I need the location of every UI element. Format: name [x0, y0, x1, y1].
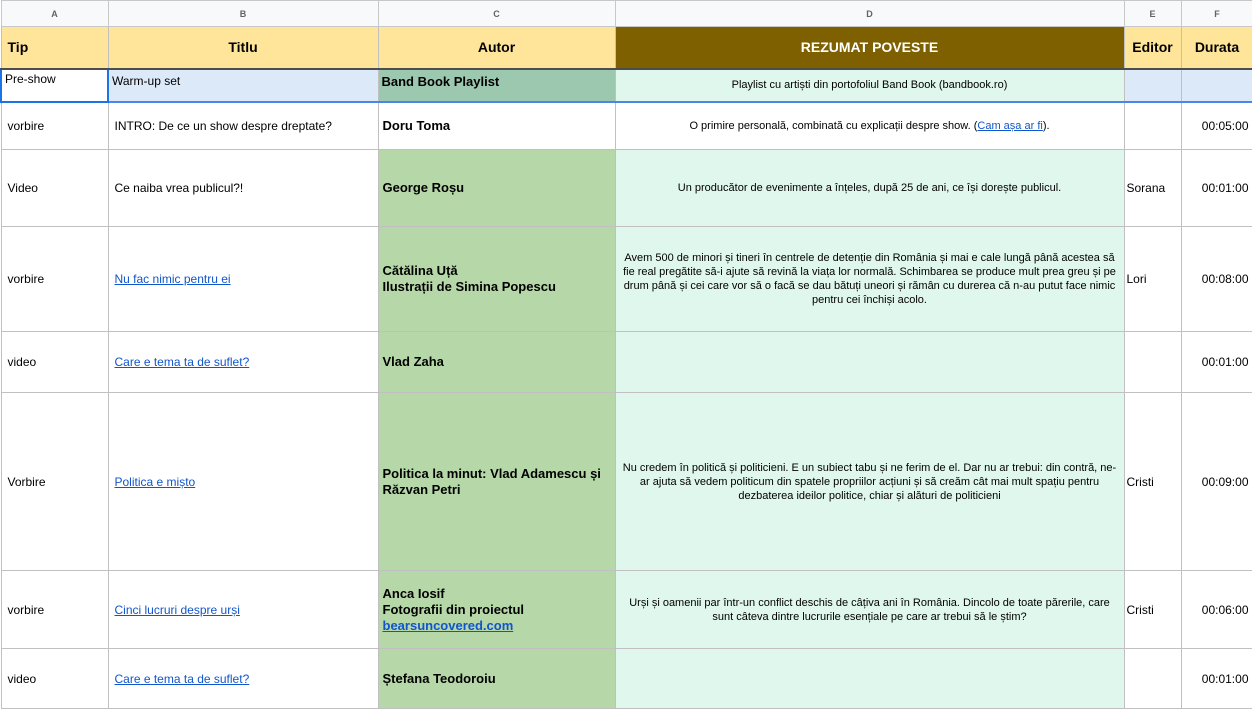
preshow-editor-cell[interactable] [1124, 69, 1181, 102]
preshow-autor-cell[interactable]: Band Book Playlist [378, 69, 615, 102]
durata-cell[interactable]: 00:08:00 [1181, 227, 1252, 332]
titlu-link[interactable]: Politica e mișto [114, 474, 196, 489]
rezumat-cell[interactable]: Urși și oamenii par într-un conflict deschis de câțiva ani în România. Dincolo de toate părerile, care sunt câteva dintre lucrurile esențiale pe care ar trebui să le știm? [615, 571, 1124, 649]
column-header-row [1, 1, 1252, 27]
durata-cell[interactable]: 00:01:00 [1181, 332, 1252, 393]
table-row [1, 332, 1252, 393]
editor-cell[interactable]: Cristi [1124, 571, 1181, 649]
durata-cell[interactable]: 00:05:00 [1181, 102, 1252, 150]
autor-name: Ștefana Teodoroiu [382, 670, 496, 686]
preshow-durata-cell[interactable] [1181, 69, 1252, 102]
autor-credit: Fotografii din proiectul [382, 601, 525, 617]
rezumat-text-end: ). [1042, 119, 1050, 132]
durata-cell[interactable]: 00:01:00 [1181, 150, 1252, 227]
durata-cell[interactable]: 00:09:00 [1181, 393, 1252, 571]
table-row [1, 571, 1252, 649]
rezumat-link[interactable]: Cam așa ar fi [977, 119, 1043, 132]
column-header-c[interactable]: C [378, 1, 615, 27]
autor-name: Politica la minut: Vlad Adamescu și [382, 465, 601, 481]
table-row [1, 102, 1252, 150]
autor-cell[interactable] [378, 393, 615, 571]
titlu-link[interactable]: Nu fac nimic pentru ei [114, 272, 231, 286]
durata-cell[interactable]: 00:01:00 [1181, 649, 1252, 709]
titlu-cell[interactable] [108, 393, 378, 571]
titlu-cell[interactable] [108, 649, 378, 709]
preshow-rezumat-cell[interactable]: Playlist cu artiști din portofoliul Band Book (bandbook.ro) [615, 69, 1124, 102]
titlu-cell[interactable] [108, 227, 378, 332]
column-header-b[interactable]: B [108, 1, 378, 27]
titlu-cell[interactable]: Ce naiba vrea publicul?! [108, 150, 378, 227]
tip-cell[interactable]: Vorbire [1, 393, 108, 571]
editor-cell[interactable]: Lori [1124, 227, 1181, 332]
titlu-cell[interactable] [108, 571, 378, 649]
tip-cell[interactable]: vorbire [1, 102, 108, 150]
titlu-cell[interactable] [108, 332, 378, 393]
autor-cell[interactable] [378, 102, 615, 150]
autor-name: Anca Iosif [382, 585, 445, 601]
tip-cell[interactable]: Video [1, 150, 108, 227]
table-row [1, 150, 1252, 227]
rezumat-cell[interactable] [615, 102, 1124, 150]
titlu-link[interactable]: Care e tema ta de suflet? [114, 671, 250, 686]
tip-cell[interactable]: video [1, 332, 108, 393]
rezumat-cell[interactable]: Avem 500 de minori și tineri în centrele de detenție din România și mai e cale lungă până acestea să fie real pregătite să-i ajute să revină la viața lor normală. Schimbarea se produce mult prea greu și pe drum până și cei care vor să o facă se dau bătuți uneori și rămân cu durerea că n-au putut face nimic pentru cei închiși acolo. [615, 227, 1124, 332]
column-header-e[interactable]: E [1124, 1, 1181, 27]
table-row [1, 393, 1252, 571]
autor-cell[interactable] [378, 150, 615, 227]
table-header-row [1, 27, 1252, 69]
autor-link[interactable]: bearsuncovered.com [382, 617, 514, 633]
editor-cell[interactable]: Sorana [1124, 150, 1181, 227]
header-rezumat[interactable]: REZUMAT POVESTE [615, 27, 1124, 69]
autor-cell[interactable] [378, 332, 615, 393]
rezumat-text: O primire personală, combinată cu explicații despre show. ( [689, 119, 978, 132]
durata-cell[interactable]: 00:06:00 [1181, 571, 1252, 649]
autor-name: Vlad Zaha [382, 354, 444, 369]
autor-cell[interactable] [378, 571, 615, 649]
tip-cell[interactable]: vorbire [1, 571, 108, 649]
rezumat-cell[interactable]: Un producător de evenimente a înțeles, după 25 de ani, ce își dorește publicul. [615, 150, 1124, 227]
preshow-titlu-cell[interactable]: Warm-up set [108, 69, 378, 102]
tip-cell[interactable]: vorbire [1, 227, 108, 332]
titlu-link[interactable]: Cinci lucruri despre urși [114, 602, 240, 617]
rezumat-cell[interactable]: Nu credem în politică și politicieni. E un subiect tabu și ne ferim de el. Dar nu ar trebui: din contră, ne-ar ajuta să vedem politicum din spatele propriilor acțiuni și să creăm cât mai mult spațiu pentru dezbaterea ideilor politice, chiar și alături de politicieni [615, 393, 1124, 571]
tip-cell[interactable]: video [1, 649, 108, 709]
titlu-cell[interactable]: INTRO: De ce un show despre dreptate? [108, 102, 378, 150]
autor-name-cont: Răzvan Petri [382, 481, 461, 497]
editor-cell[interactable]: Cristi [1124, 393, 1181, 571]
editor-cell[interactable] [1124, 102, 1181, 150]
preshow-row [1, 69, 1252, 102]
editor-cell[interactable] [1124, 332, 1181, 393]
autor-name: George Roșu [382, 180, 465, 195]
rezumat-cell[interactable] [615, 649, 1124, 709]
header-tip[interactable]: Tip [1, 27, 108, 69]
autor-credit: Ilustrații de Simina Popescu [382, 279, 556, 294]
titlu-link[interactable]: Care e tema ta de suflet? [114, 355, 250, 369]
autor-cell[interactable] [378, 227, 615, 332]
column-header-a[interactable]: A [1, 1, 108, 27]
column-header-d[interactable]: D [615, 1, 1124, 27]
column-header-f[interactable]: F [1181, 1, 1252, 27]
table-row [1, 649, 1252, 709]
header-editor[interactable]: Editor [1124, 27, 1181, 69]
header-autor[interactable]: Autor [378, 27, 615, 69]
header-durata[interactable]: Durata [1181, 27, 1252, 69]
table-row [1, 227, 1252, 332]
autor-cell[interactable] [378, 649, 615, 709]
selected-cell[interactable]: Pre-show [1, 69, 108, 102]
header-titlu[interactable]: Titlu [108, 27, 378, 69]
rezumat-cell[interactable] [615, 332, 1124, 393]
autor-name: Doru Toma [382, 117, 451, 133]
editor-cell[interactable] [1124, 649, 1181, 709]
autor-name: Cătălina Uță [382, 263, 458, 278]
